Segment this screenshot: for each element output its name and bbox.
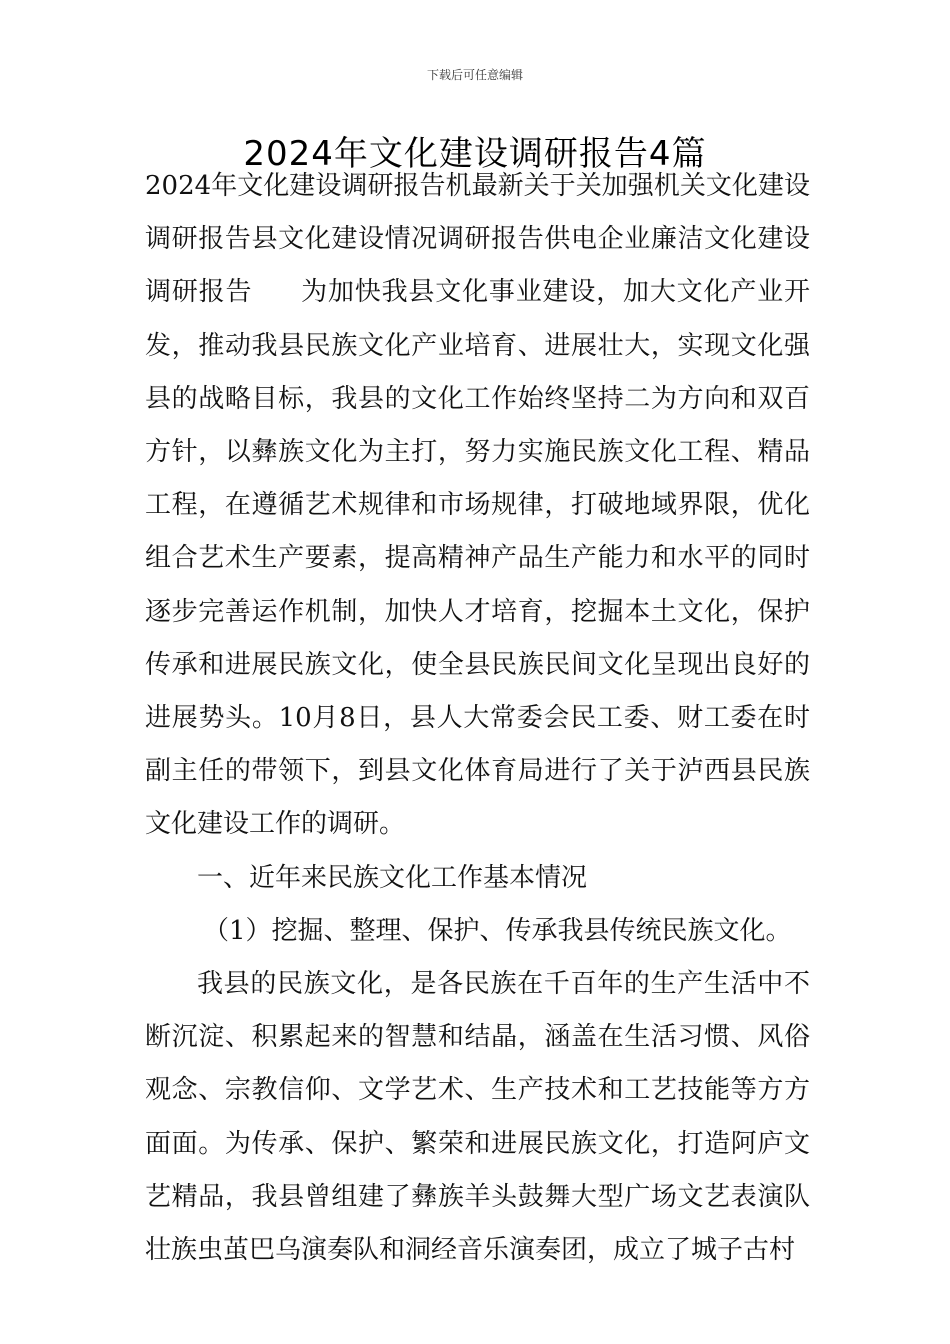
paragraph-1: 为加快我县文化事业建设，加大文化产业开发，推动我县民族文化产业培育、进展壮大，实现文化强县的战略目标，我县的文化工作始终坚持二为方向和双百方针，以彝族文化为主打，努力实施民族文化工程、精品工程，在遵循艺术规律和市场规律，打破地域界限，优化组合艺术生产要素，提高精神产品生产能力和水平的同时逐步完善运作机制，加快人才培育，挖掘本土文化，保护传承和进展民族文化，使全县民族民间文化呈现出良好的进展势头。10月8日，县人大常委会民工委、财工委在时副主任的带领下，到县文化体育局进行了关于泸西县民族文化建设工作的调研。 — [145, 277, 810, 840]
subsection-heading: （1）挖掘、整理、保护、传承我县传统民族文化。 — [203, 915, 792, 946]
document-body — [145, 160, 810, 1277]
intro-paragraph — [145, 160, 810, 852]
section-heading: 一、近年来民族文化工作基本情况 — [197, 862, 588, 893]
document-title: 2024年文化建设调研报告4篇 — [243, 134, 707, 174]
header-note: 下载后可任意编辑 — [426, 68, 523, 82]
intro-titles: 2024年文化建设调研报告机最新关于关加强机关文化建设调研报告县文化建设情况调研报告供电企业廉洁文化建设调研报告 — [145, 171, 810, 308]
paragraph-2: 我县的民族文化，是各民族在千百年的生产生活中不断沉淀、积累起来的智慧和结晶，涵盖在生活习惯、风俗观念、宗教信仰、文学艺术、生产技术和工艺技能等方方面面。为传承、保护、繁荣和进展民族文化，打造阿庐文艺精品，我县曾组建了彝族羊头鼓舞大型广场文艺表演队壮族虫茧巴乌演奏队和洞经音乐演奏团，成立了城子古村 — [145, 969, 810, 1266]
